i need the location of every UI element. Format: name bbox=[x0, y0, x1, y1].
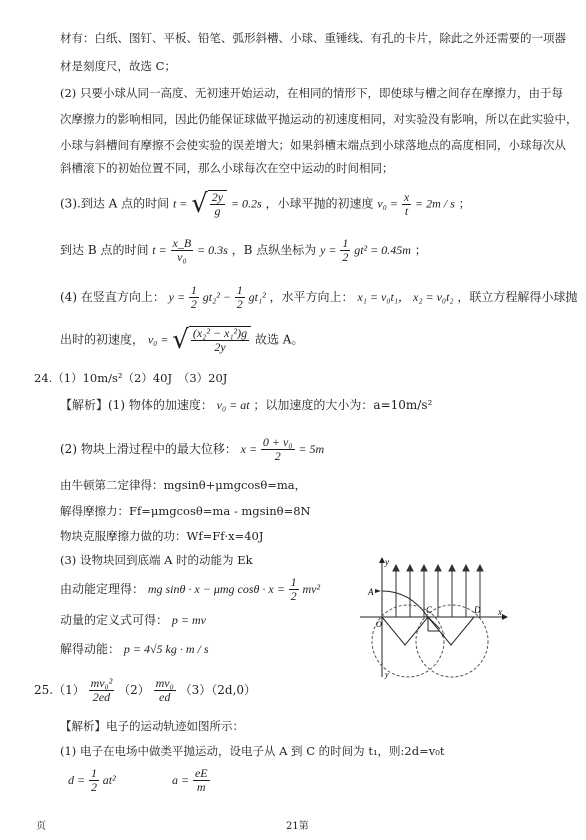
label-4c: ，联立方程解得小球抛 bbox=[457, 290, 578, 304]
mom-label: 动量的定义式可得： bbox=[60, 613, 169, 627]
a-equation bbox=[172, 767, 210, 794]
tb-value: = 0.3s bbox=[197, 243, 228, 257]
sqrt-body-2 bbox=[189, 326, 251, 354]
v0b-num: (x₂² − x₁²)g bbox=[192, 326, 248, 340]
solution-momentum bbox=[60, 640, 209, 657]
a-symbol: a = bbox=[172, 773, 190, 787]
ke-end: mv² bbox=[302, 582, 321, 596]
equation-line-4b bbox=[60, 326, 303, 354]
yb-value: gt² = 0.45m bbox=[354, 243, 411, 257]
equation-line-3b: 到达 B 点的时间 t = $\frac{x\_B}{\text{v₀}}$ = 0.3s ，B 点纵坐标为 y = $\frac{1}{2}$ gt² = 0.45m ； bbox=[60, 236, 427, 264]
half-den: 2 bbox=[342, 250, 349, 264]
work-result: 物块克服摩擦力做的功：Wf=Ff·x=40J bbox=[60, 529, 264, 543]
text-line-2: 材是刻度尺，故选 C； bbox=[60, 59, 176, 73]
kinetic-theorem bbox=[60, 576, 320, 603]
label-4e: 故选 A。 bbox=[254, 332, 304, 347]
frac-half-c: 1 bbox=[290, 575, 297, 589]
label-4b: ，水平方向上： bbox=[269, 290, 354, 304]
half-num: 1 bbox=[342, 236, 349, 250]
frac-two-a: 2 bbox=[190, 297, 197, 311]
v0-den: t bbox=[404, 203, 409, 218]
tb-symbol: t = bbox=[152, 243, 167, 257]
frac-two-b: 2 bbox=[236, 297, 243, 311]
label-4a: (4) 在竖直方向上： bbox=[60, 290, 165, 304]
a2-num: mv₀ bbox=[155, 676, 174, 690]
equation-line-3a: (3).到达 A 点的时间 t = √ $\frac{2y}{g}$ = 0.2s ，小球平抛的初速度 v₀ = $\frac{x}{t}$ = 2m / s ； bbox=[60, 189, 471, 219]
horiz-eq: x₁ = v₀t₁， x₂ = v₀t₂ bbox=[357, 290, 454, 304]
fig-label-C: C bbox=[426, 605, 433, 615]
footer-left: 页 bbox=[36, 821, 46, 832]
tb-num: x_B bbox=[172, 236, 192, 250]
sqrt-num: 2y bbox=[211, 190, 224, 204]
label-3c: 到达 B 点的时间 bbox=[60, 243, 149, 257]
disp-den: 2 bbox=[274, 449, 281, 463]
label-3a: (3).到达 A 点的时间 bbox=[60, 196, 170, 211]
q24-part2 bbox=[60, 436, 324, 463]
q24-answer: 24.（1）10m/s²（2）40J （3）20J bbox=[34, 371, 228, 385]
d-end: at² bbox=[102, 773, 116, 787]
q25-label: 25.（1） bbox=[34, 683, 85, 697]
fig-label-y-top: y bbox=[385, 557, 389, 567]
q25-part1: (1) 电子在电场中做类平抛运动，设电子从 A 到 C 的时间为 t₁，则:2d=v₀t bbox=[60, 744, 445, 758]
q25c-label: （3）（2d,0） bbox=[179, 683, 257, 697]
j24-b: ；以加速度的大小为：a=10m/s² bbox=[253, 398, 433, 412]
t-value: = 0.2s bbox=[230, 196, 262, 211]
text-line-3: (2) 只要小球从同一高度、无初速开始运动，在相同的情形下，即使球与槽之间存在摩擦力，由于每 bbox=[60, 86, 563, 100]
text-line-4: 次摩擦力的影响相同，因此仍能保证球做平抛运动的初速度相同，对实验没有影响，所以在此实验中， bbox=[60, 112, 578, 126]
frac-two-c: 2 bbox=[290, 589, 297, 603]
label-3d: ，B 点纵坐标为 bbox=[231, 243, 317, 257]
v0b-symbol: v₀ = bbox=[147, 332, 169, 347]
a-num: eE bbox=[194, 766, 208, 780]
t-symbol: t = bbox=[172, 196, 188, 211]
acc-eq: v₀ = at bbox=[216, 398, 250, 412]
sqrt-sign: √ bbox=[191, 189, 208, 219]
fig-label-y: y bbox=[385, 670, 389, 679]
v0-num: x bbox=[403, 189, 410, 204]
fig-label-D: D bbox=[474, 605, 481, 615]
fig-label-A: A bbox=[368, 587, 374, 597]
a1-num: mv₀² bbox=[90, 676, 113, 690]
vert-mid: gt₂² − bbox=[202, 290, 231, 304]
v0b-den: 2y bbox=[214, 340, 226, 354]
momentum-def bbox=[60, 611, 206, 628]
page-number: 21第 bbox=[286, 821, 309, 832]
v0-value: = 2m / s bbox=[414, 196, 455, 211]
equation-line-4 bbox=[60, 284, 577, 311]
v0-symbol: v₀ = bbox=[377, 196, 398, 211]
sol-eq: p = 4√5 kg · m / s bbox=[123, 642, 209, 656]
a2-den: ed bbox=[159, 690, 171, 704]
q25-analysis: 【解析】电子的运动轨迹如图所示： bbox=[60, 719, 244, 733]
q24-analysis-1 bbox=[60, 396, 432, 413]
d-equation bbox=[68, 767, 116, 794]
mom-eq: p = mv bbox=[171, 613, 206, 627]
a1-den: 2ed bbox=[92, 690, 111, 704]
label-4d: 出时的初速度， bbox=[60, 332, 145, 347]
q25b-label: （2） bbox=[118, 683, 150, 697]
q25-answer bbox=[34, 677, 256, 704]
q24-2-label: (2) 物块上滑过程中的最大位移： bbox=[60, 442, 237, 456]
friction-result: 解得摩擦力：Ff=μmgcosθ=ma - mgsinθ=8N bbox=[60, 504, 311, 518]
sol-label: 解得动能： bbox=[60, 642, 121, 656]
d-symbol: d = bbox=[68, 773, 86, 787]
frac-half-d: 1 bbox=[90, 766, 97, 780]
ke-label: 由动能定理得： bbox=[60, 582, 145, 596]
fig-label-v: v bbox=[441, 630, 445, 639]
fig-label-O: O bbox=[376, 620, 382, 629]
text-line-6: 斜槽滚下的初始位置不同，那么小球每次在空中运动的时间相同； bbox=[60, 161, 394, 175]
disp-symbol: x = bbox=[240, 442, 258, 456]
text-line-1: 材有：白纸、图钉、平板、铅笔、弧形斜槽、小球、重锤线、有孔的卡片，除此之外还需要的一项器 bbox=[60, 31, 566, 45]
frac-half-a: 1 bbox=[190, 283, 197, 297]
j24-a: 【解析】(1) 物体的加速度： bbox=[60, 398, 213, 412]
a-den: m bbox=[196, 780, 206, 794]
frac-half-b: 1 bbox=[236, 283, 243, 297]
text-line-5: 小球与斜槽间有摩擦不会使实验的误差增大；如果斜槽末端点到小球落地点的高度相同，小球每次从 bbox=[60, 138, 566, 152]
newton-law: 由牛顿第二定律得：mgsinθ+μmgcosθ=ma， bbox=[60, 478, 307, 492]
sqrt-den: g bbox=[214, 204, 221, 218]
q24-part3: (3) 设物块回到底端 A 时的动能为 Ek bbox=[60, 553, 253, 567]
disp-value: = 5m bbox=[298, 442, 325, 456]
sqrt-body bbox=[208, 190, 227, 218]
yb-symbol: y = bbox=[320, 243, 337, 257]
vert-symbol: y = bbox=[168, 290, 186, 304]
sqrt-sign-2: √ bbox=[172, 325, 189, 355]
ke-eq: mg sinθ · x − μmg cosθ · x = bbox=[147, 582, 285, 596]
vert-end: gt₁² bbox=[248, 290, 266, 304]
disp-num: 0 + v₀ bbox=[262, 435, 293, 449]
fig-label-x: x bbox=[498, 607, 502, 617]
circle-motion-diagram bbox=[340, 555, 510, 680]
label-3b: ，小球平抛的初速度 bbox=[265, 196, 374, 211]
tb-den: v₀ bbox=[177, 250, 187, 264]
frac-two-d: 2 bbox=[90, 780, 97, 794]
